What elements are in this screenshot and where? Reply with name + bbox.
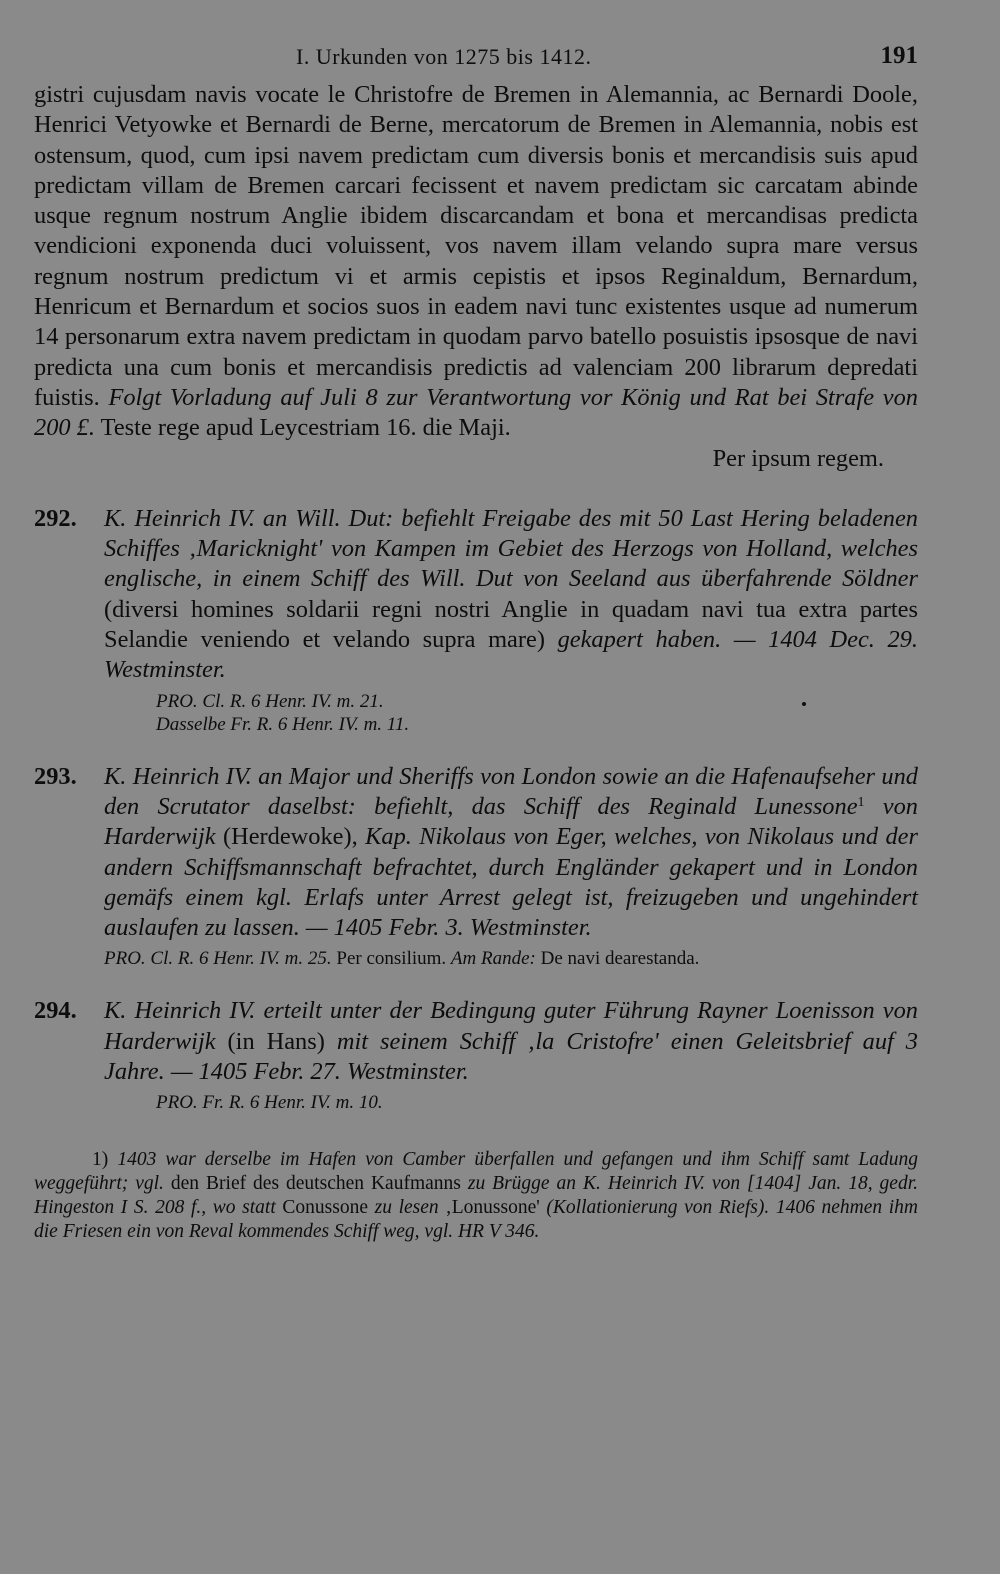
continuation-text: gistri cujusdam navis vocate le Christofre de Bremen in Alemannia, ac Bernardi Doole, Henrici Vetyowke et Bernardi de Berne, mercatorum de Bremen in Alemannia, nobis est ostensum, quod, cum ipsi navem predictam cum diversis bonis et mercandisis suis apud predictam villam de Bremen carcari fecissent et navem predictam sic carcatam abinde usque regnum nostrum Anglie ibidem discarcandam et bona et mercandisas predicta vendicioni exponenda duci voluissent, vos navem illam velando supra mare versus regnum nostrum predictum vi et armis cepistis et ipsos Reginaldum, Bernardum, Henricum et Bernardum et socios suos in eadem navi tunc existentes usque ad numerum 14 personarum extra navem predictam in quodam parvo batello posuistis ipsosque de navi predicta una cum bonis et mercandisis predictis ad valenciam 200 librarum depredati fuistis. [34, 81, 918, 411]
entry-italic-text: Kap. Nikolaus von Eger, welches, von Nikolaus und der andern Schiffsmannschaft befrachtet, durch Engländer gekapert und in London gemäfs einem kgl. Erlafs unter Arrest gelegt ist, freizugeben und ungehindert auslaufen zu lassen. — 1405 Febr. 3. Westminster. [104, 823, 918, 942]
entry-292 [34, 504, 918, 736]
running-title: I. Urkunden von 1275 bis 1412. [296, 44, 592, 69]
footnote-italic: 1403 war derselbe im Hafen von Camber überfallen und gefangen und ihm Schiff samt Ladung weggeführt; vgl. [34, 1149, 919, 1195]
entry-number: 294. [34, 997, 77, 1025]
entry-text [104, 762, 918, 944]
footnote [34, 1148, 918, 1243]
page-content [34, 36, 918, 1244]
ink-speck [802, 702, 806, 706]
source-citation: Dasselbe Fr. R. 6 Henr. IV. m. 11. [156, 713, 410, 735]
entry-293 [34, 762, 918, 971]
footnote-roman: Conussone [282, 1196, 368, 1218]
footnote-roman: den Brief des deutschen Kaufmanns [170, 1173, 461, 1195]
footnote-italic: (Kollationierung von Riefs). 1406 nehmen ihm die Friesen ein von Reval kommendes Schiff weg, vgl. HR V 346. [34, 1196, 919, 1242]
signature-line: Per ipsum regem. [712, 444, 884, 472]
entry-italic-text: K. Heinrich IV. an Major und Sheriffs von London sowie an die Hafenaufseher und den Scrutator daselbst: befiehlt, das Schiff des Reginald Lunessone [104, 762, 918, 820]
footnote-roman: ‚Lonussone' [445, 1196, 540, 1218]
page-number: 191 [880, 42, 918, 69]
entry-roman-text: (in Hans) [227, 1027, 325, 1055]
continuation-closing: Teste rege apud Leycestriam 16. die Maji. [100, 414, 511, 442]
entry-number: 292. [34, 504, 77, 532]
footnote-italic: zu lesen [374, 1196, 439, 1218]
source-citation: PRO. Cl. R. 6 Henr. IV. m. 25. [104, 948, 332, 970]
source-citation: PRO. Fr. R. 6 Henr. IV. m. 10. [156, 1092, 383, 1114]
entry-294 [34, 996, 918, 1114]
entry-number: 293. [34, 762, 77, 790]
footnote-text [34, 1148, 918, 1243]
entry-text [104, 504, 918, 686]
entry-italic-text: von Harderwijk [104, 792, 918, 851]
continuation-text-block [34, 80, 918, 444]
running-header [34, 36, 918, 80]
entry-roman-text: (Herdewoke), [222, 823, 358, 851]
source-reference [104, 1091, 918, 1114]
entry-italic-text: mit seinem Schiff ‚la Cristofre' einen Geleitsbrief auf 3 Jahre. — 1405 Febr. 27. Westminster. [104, 1027, 918, 1086]
source-margin-label: Am Rande: [450, 948, 536, 970]
source-reference [104, 713, 918, 736]
entry-italic-text: gekapert haben. — 1404 Dec. 29. Westminster. [104, 626, 918, 684]
entry-quote-text: (diversi homines soldarii regni nostri Anglie in quadam navi tua extra partes Selandie veniendo et velando supra mare) [104, 595, 918, 654]
entry-italic-text: K. Heinrich IV. erteilt unter der Bedingung guter Führung Rayner Loenisson von Harderwijk [104, 997, 918, 1055]
source-note: Per consilium. [336, 948, 447, 970]
entry-italic-text: K. Heinrich IV. an Will. Dut: befiehlt Freigabe des mit 50 Last Hering beladenen Schiffes ‚Maricknight' von Kampen im Gebiet des Herzogs von Holland, welches englische, in einem Schiff des Will. Dut von Seeland aus überfahrende Söldner [104, 504, 918, 593]
source-margin-text: De navi dearestanda. [540, 948, 700, 970]
continuation-paragraph [34, 80, 918, 474]
source-reference [52, 947, 918, 970]
footnote-ref[interactable]: 1 [857, 794, 865, 810]
footnote-italic: zu Brügge an K. Heinrich IV. von [1404] Jan. 18, gedr. Hingeston I S. 208 f., wo statt [34, 1173, 919, 1218]
entry-text [104, 996, 918, 1087]
source-reference [104, 690, 918, 713]
source-citation: PRO. Cl. R. 6 Henr. IV. m. 21. [156, 690, 384, 712]
continuation-italic-note: Folgt Vorladung auf Juli 8 zur Verantwortung vor König und Rat bei Strafe von 200 £. [34, 383, 918, 442]
footnote-mark: 1) [92, 1149, 109, 1171]
